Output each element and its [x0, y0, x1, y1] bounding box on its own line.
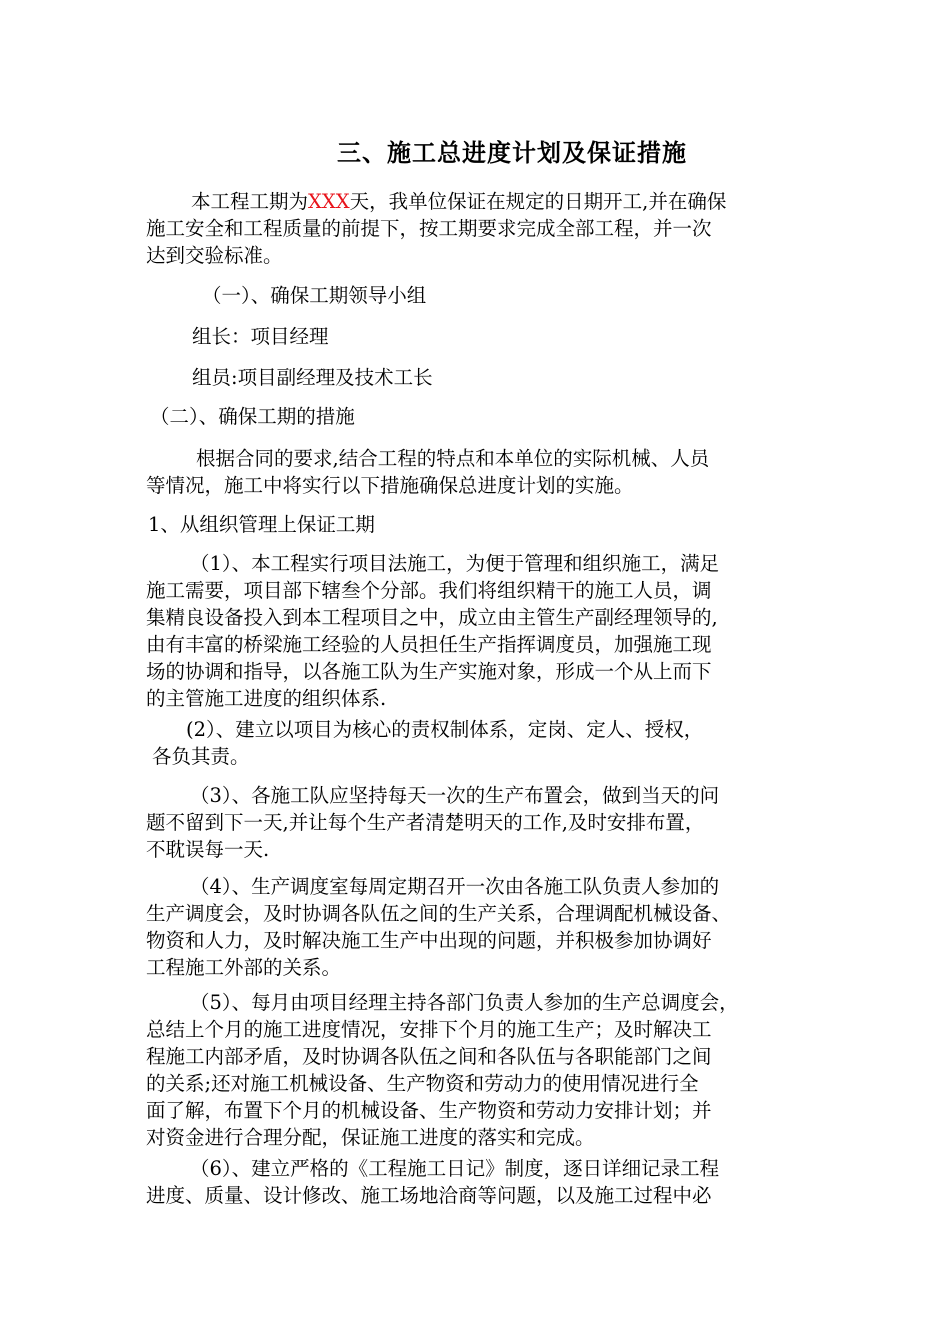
item1-line-6: 的主管施工进度的组织体系. — [146, 687, 387, 710]
item4-line-3: 物资和人力，及时解决施工生产中出现的问题，并积极参加协调好 — [146, 929, 712, 952]
measure-item-3 — [146, 782, 810, 863]
basis-line-1: 根据合同的要求,结合工程的特点和本单位的实际机械、人员 — [196, 447, 710, 470]
measure-item-6 — [146, 1155, 810, 1209]
basis-line-2: 等情况，施工中将实行以下措施确保总进度计划的实施。 — [146, 474, 634, 497]
item6-line-1: （6）、建立严格的《工程施工日记》制度，逐日详细记录工程 — [190, 1157, 720, 1180]
item3-line-3: 不耽误每一天. — [146, 838, 270, 861]
measure-item-2 — [146, 716, 810, 770]
section-heading-1: （一）、确保工期领导小组 — [202, 284, 427, 307]
intro-text: 本工程工期为 — [191, 190, 309, 213]
item4-line-4: 工程施工外部的关系。 — [146, 956, 342, 979]
measure-item-1 — [146, 550, 810, 712]
item5-line-1: （5）、每月由项目经理主持各部门负责人参加的生产总调度会， — [190, 991, 739, 1014]
intro-line-1 — [146, 188, 810, 215]
item1-line-2: 施工需要，项目部下辖叁个分部。我们将组织精干的施工人员，调 — [146, 579, 712, 602]
item3-line-2: 题不留到下一天,并让每个生产者清楚明天的工作,及时安排布置， — [146, 811, 705, 834]
item1-line-4: 由有丰富的桥梁施工经验的人员担任生产指挥调度员，加强施工现 — [146, 633, 712, 656]
intro-paragraph — [146, 188, 810, 269]
page-title: 三、施工总进度计划及保证措施 — [337, 139, 687, 167]
intro-line-2: 施工安全和工程质量的前提下，按工期要求完成全部工程，并一次 — [146, 217, 712, 240]
item4-line-2: 生产调度会，及时协调各队伍之间的生产关系，合理调配机械设备、 — [146, 902, 732, 925]
group-leader: 组长：项目经理 — [192, 325, 329, 348]
item3-line-1: （3）、各施工队应坚持每天一次的生产布置会，做到当天的问 — [190, 784, 720, 807]
item1-line-1: （1）、本工程实行项目法施工，为便于管理和组织施工，满足 — [190, 552, 720, 575]
item1-line-5: 场的协调和指导，以各施工队为生产实施对象，形成一个从上而下 — [146, 660, 712, 683]
item5-line-3: 程施工内部矛盾，及时协调各队伍之间和各队伍与各职能部门之间 — [146, 1045, 712, 1068]
intro-text: 天，我单位保证在规定的日期开工,并在确保 — [349, 190, 727, 213]
item5-line-6: 对资金进行合理分配，保证施工进度的落实和完成。 — [146, 1126, 595, 1149]
measure-item-4 — [146, 873, 810, 981]
item5-line-4: 的关系;还对施工机械设备、生产物资和劳动力的使用情况进行全 — [146, 1072, 699, 1095]
item2-line-2: 各负其责。 — [152, 745, 250, 768]
item2-line-1: (2）、建立以项目为核心的责权制体系，定岗、定人、授权， — [186, 718, 704, 741]
intro-line-3: 达到交验标准。 — [146, 244, 283, 267]
item5-line-5: 面了解，布置下个月的机械设备、生产物资和劳动力安排计划；并 — [146, 1099, 712, 1122]
group-members: 组员:项目副经理及技术工长 — [192, 366, 433, 389]
item6-line-2: 进度、质量、设计修改、施工场地洽商等问题，以及施工过程中必 — [146, 1184, 712, 1207]
item1-line-3: 集精良设备投入到本工程项目之中，成立由主管生产副经理领导的, — [146, 606, 718, 629]
measure-item-5 — [146, 989, 810, 1151]
item4-line-1: （4）、生产调度室每周定期召开一次由各施工队负责人参加的 — [190, 875, 720, 898]
section-heading-2: （二）、确保工期的措施 — [150, 405, 355, 428]
item5-line-2: 总结上个月的施工进度情况，安排下个月的施工生产；及时解决工 — [146, 1018, 712, 1041]
duration-placeholder: XXX — [308, 190, 350, 213]
basis-paragraph — [146, 445, 810, 499]
subheading-1: 1、从组织管理上保证工期 — [148, 513, 375, 536]
